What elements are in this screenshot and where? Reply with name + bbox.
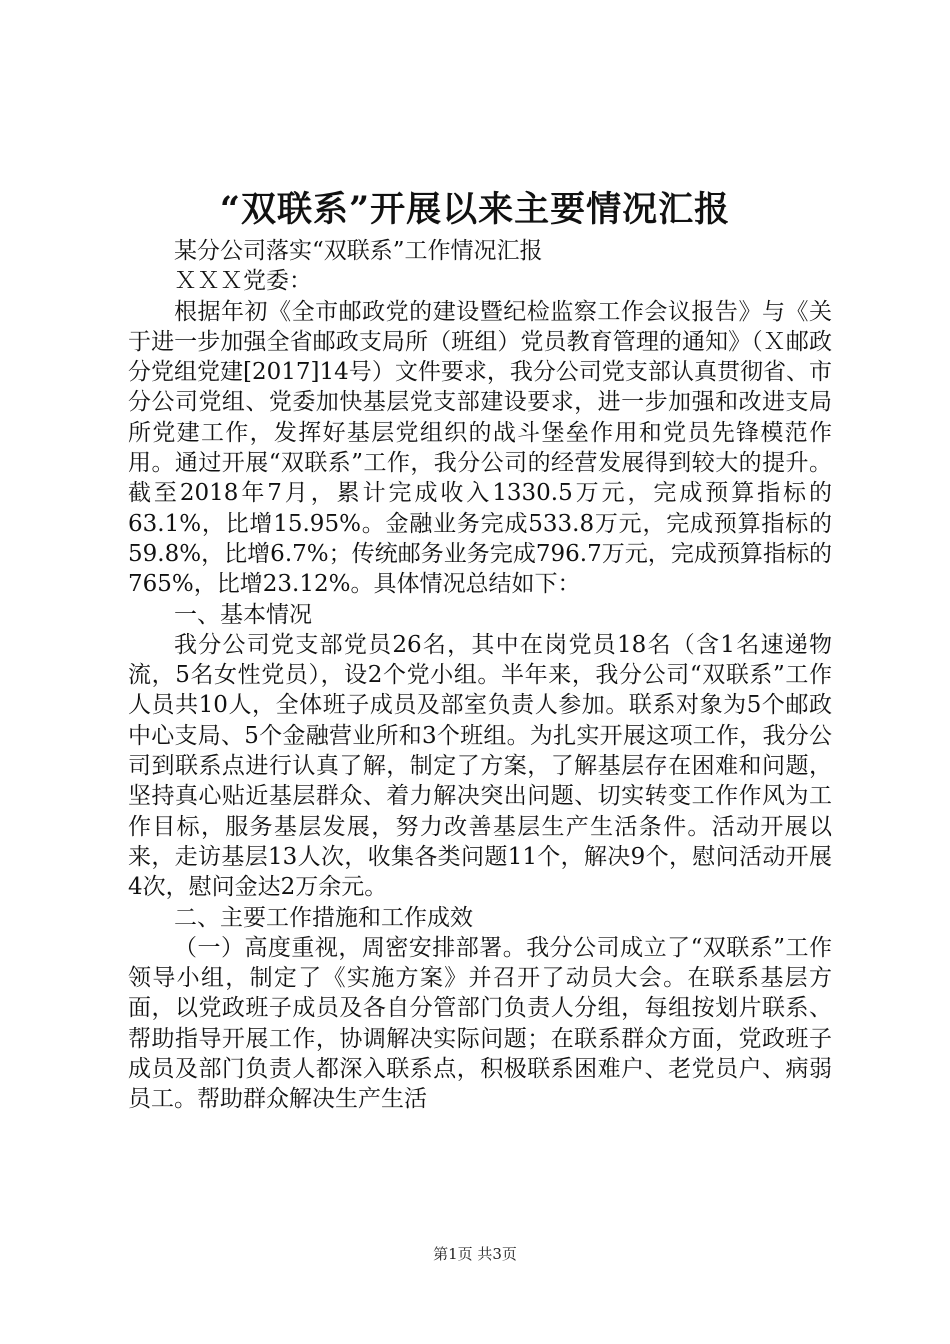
paragraph-intro: 根据年初《全市邮政党的建设暨纪检监察工作会议报告》与《关于进一步加强全省邮政支局所（班组）党员教育管理的通知》（Ｘ邮政分党组党建[2017]14号）文件要求，我分公司党支部认真贯彻省、市分公司党组、党委加快基层党支部建设要求，进一步加强和改进支局所党建工作，发挥好基层党组织的战斗堡垒作用和党员先锋模范作用。通过开展“双联系”工作，我分公司的经营发展得到较大的提升。截至2018年7月，累计完成收入1330.5万元，完成预算指标的63.1%，比增15.95%。金融业务完成533.8万元，完成预算指标的59.8%，比增6.7%；传统邮务业务完成796.7万元，完成预算指标的765%，比增23.12%。具体情况总结如下：: [128, 298, 832, 598]
page-footer: 第1页 共3页: [433, 1245, 517, 1263]
section-heading-measures: 二、主要工作措施和工作成效: [174, 904, 473, 931]
paragraph-subtitle: 某分公司落实“双联系”工作情况汇报: [174, 238, 543, 264]
document-body: [128, 236, 832, 1115]
paragraph-measures: （一）高度重视，周密安排部署。我分公司成立了“双联系”工作领导小组，制定了《实施方案》并召开了动员大会。在联系基层方面，以党政班子成员及各自分管部门负责人分组，每组按划片联系、帮助指导开展工作，协调解决实际问题；在联系群众方面，党政班子成员及部门负责人都深入联系点，积极联系困难户、老党员户、病弱员工。帮助群众解决生产生活: [128, 934, 832, 1113]
paragraph-salutation: ＸＸＸ党委：: [174, 268, 312, 295]
document-title: “双联系”开展以来主要情况汇报: [219, 189, 731, 230]
section-heading-basic: 一、基本情况: [174, 601, 312, 628]
paragraph-basic: 我分公司党支部党员26名，其中在岗党员18名（含1名速递物流，5名女性党员），设2个党小组。半年来，我分公司“双联系”工作人员共10人，全体班子成员及部室负责人参加。联系对象为5个邮政中心支局、5个金融营业所和3个班组。为扎实开展这项工作，我分公司到联系点进行认真了解，制定了方案，了解基层存在困难和问题，坚持真心贴近基层群众、着力解决突出问题、切实转变工作作风为工作目标，服务基层发展，努力改善基层生产生活条件。活动开展以来，走访基层13人次，收集各类问题11个，解决9个，慰问活动开展4次，慰问金达2万余元。: [128, 631, 832, 901]
